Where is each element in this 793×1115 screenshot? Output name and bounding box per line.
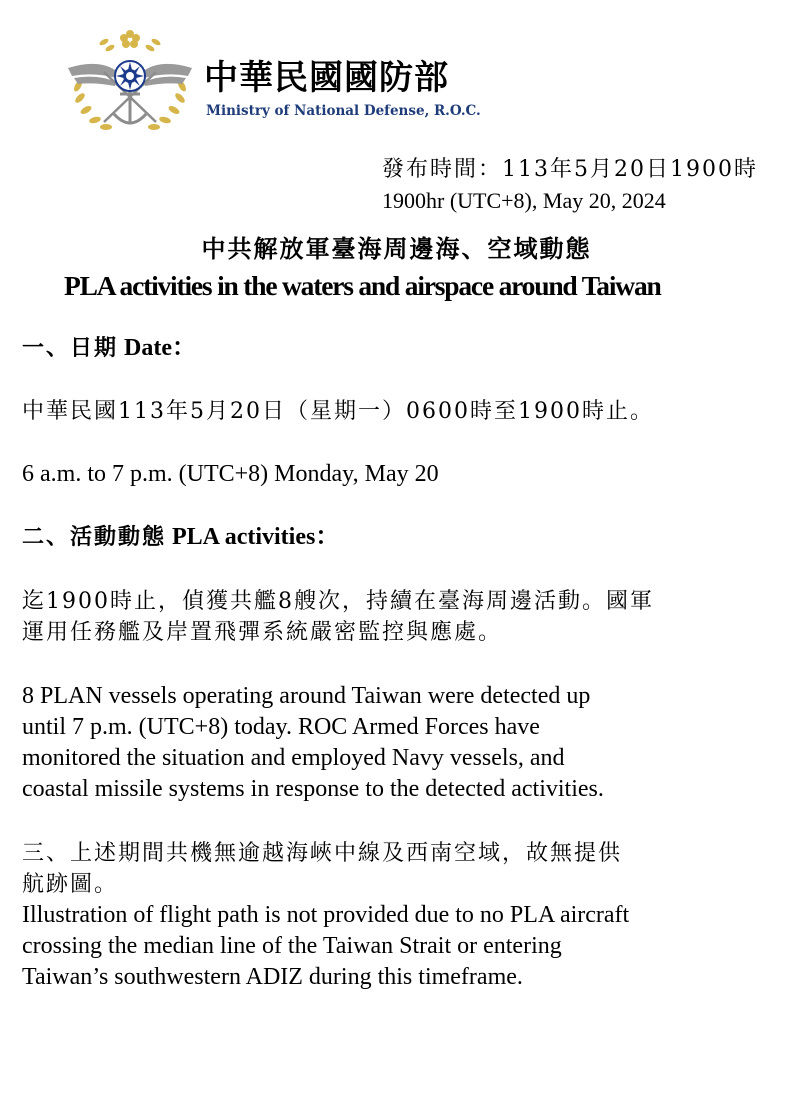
flight-path-note-zh-line: 航跡圖。 (22, 872, 119, 897)
section-activities-heading-zh: 二、活動動態 (22, 525, 167, 550)
section-date-heading-zh: 一、日期 (22, 336, 119, 361)
release-time-zh: 發布時間：113年5月20日1900時 (382, 157, 758, 182)
flight-path-note-en-line: Taiwan’s southwestern ADIZ during this timeframe. (22, 964, 523, 990)
activities-body-en-line: monitored the situation and employed Navy vessels, and (22, 745, 565, 771)
ministry-name-en: Ministry of National Defense, R.O.C. (206, 103, 481, 119)
section-activities-heading (22, 522, 339, 553)
activities-body-zh-line: 迄1900時止，偵獲共艦8艘次，持續在臺海周邊活動。國軍 (22, 589, 654, 614)
activities-body-zh-line: 運用任務艦及岸置飛彈系統嚴密監控與應處。 (22, 620, 503, 645)
section-date-heading (22, 333, 196, 364)
section-activities-heading-en: PLA activities： (166, 524, 340, 550)
date-body-en: 6 a.m. to 7 p.m. (UTC+8) Monday, May 20 (22, 461, 439, 487)
section-date-heading-en: Date： (118, 335, 196, 361)
flight-path-note-zh-line: 三、上述期間共機無逾越海峽中線及西南空域，故無提供 (22, 841, 623, 866)
mnd-emblem-icon (60, 28, 200, 140)
page-title-en: PLA activities in the waters and airspace around Taiwan (64, 270, 661, 301)
page-title-zh: 中共解放軍臺海周邊海、空域動態 (201, 235, 592, 263)
flight-path-note-en-line: Illustration of flight path is not provided due to no PLA aircraft (22, 902, 630, 928)
flight-path-note-en-line: crossing the median line of the Taiwan Strait or entering (22, 933, 562, 959)
activities-body-en-line: until 7 p.m. (UTC+8) today. ROC Armed Forces have (22, 714, 540, 740)
release-time-en: 1900hr (UTC+8), May 20, 2024 (382, 188, 666, 213)
date-body-zh: 中華民國113年5月20日（星期一）0600時至1900時止。 (22, 399, 654, 424)
activities-body-en-line: coastal missile systems in response to the detected activities. (22, 776, 604, 802)
ministry-name-zh: 中華民國國防部 (204, 58, 449, 98)
activities-body-en-line: 8 PLAN vessels operating around Taiwan were detected up (22, 683, 591, 709)
